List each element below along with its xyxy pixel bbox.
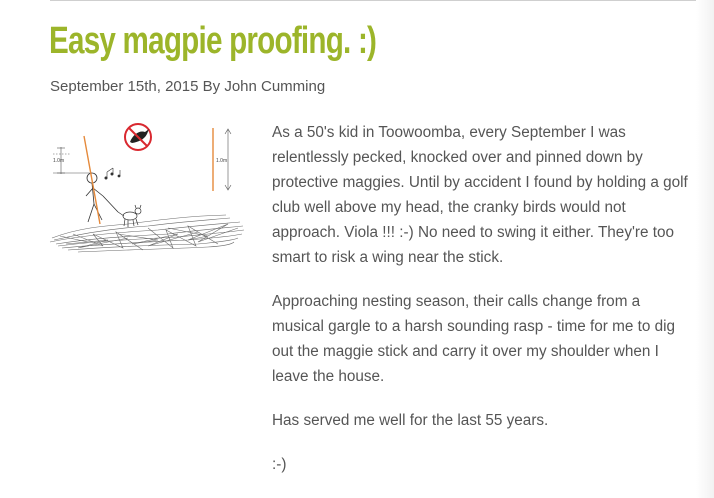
left-measure-label: 1.0m <box>53 158 65 164</box>
paragraph-4: :-) <box>272 456 287 473</box>
post-author[interactable]: John Cumming <box>224 78 326 95</box>
paragraph-3: Has served me well for the last 55 years. <box>272 412 549 429</box>
right-measure-label: 1.0m <box>216 158 228 164</box>
stick-figure <box>86 173 118 222</box>
post-title[interactable]: Easy magpie proofing. :) <box>49 20 377 62</box>
by-label: By <box>202 78 221 95</box>
ground-scribble <box>50 215 244 252</box>
paragraph-2: Approaching nesting season, their calls change from a musical gargle to a harsh sounding rasp - time for me to dig out the maggie stick and carry it over my shoulder when I leave the house. <box>272 293 676 385</box>
music-notes-icon <box>105 168 120 179</box>
post-body <box>272 120 692 496</box>
no-magpie-icon <box>125 124 151 150</box>
magpie-stick-illustration <box>48 116 248 256</box>
post-date: September 15th, 2015 <box>50 78 199 95</box>
top-divider <box>50 0 714 1</box>
paragraph-1: As a 50's kid in Toowoomba, every September I was relentlessly pecked, knocked over and pinned down by protective maggies. Until by accident I found by holding a golf club well above my head, the cranky birds would not approach. Viola !!! :-) No need to swing it either. They're too smart to risk a wing near the stick. <box>272 124 688 266</box>
page-edge-shade <box>696 0 714 498</box>
post-meta <box>50 77 325 97</box>
